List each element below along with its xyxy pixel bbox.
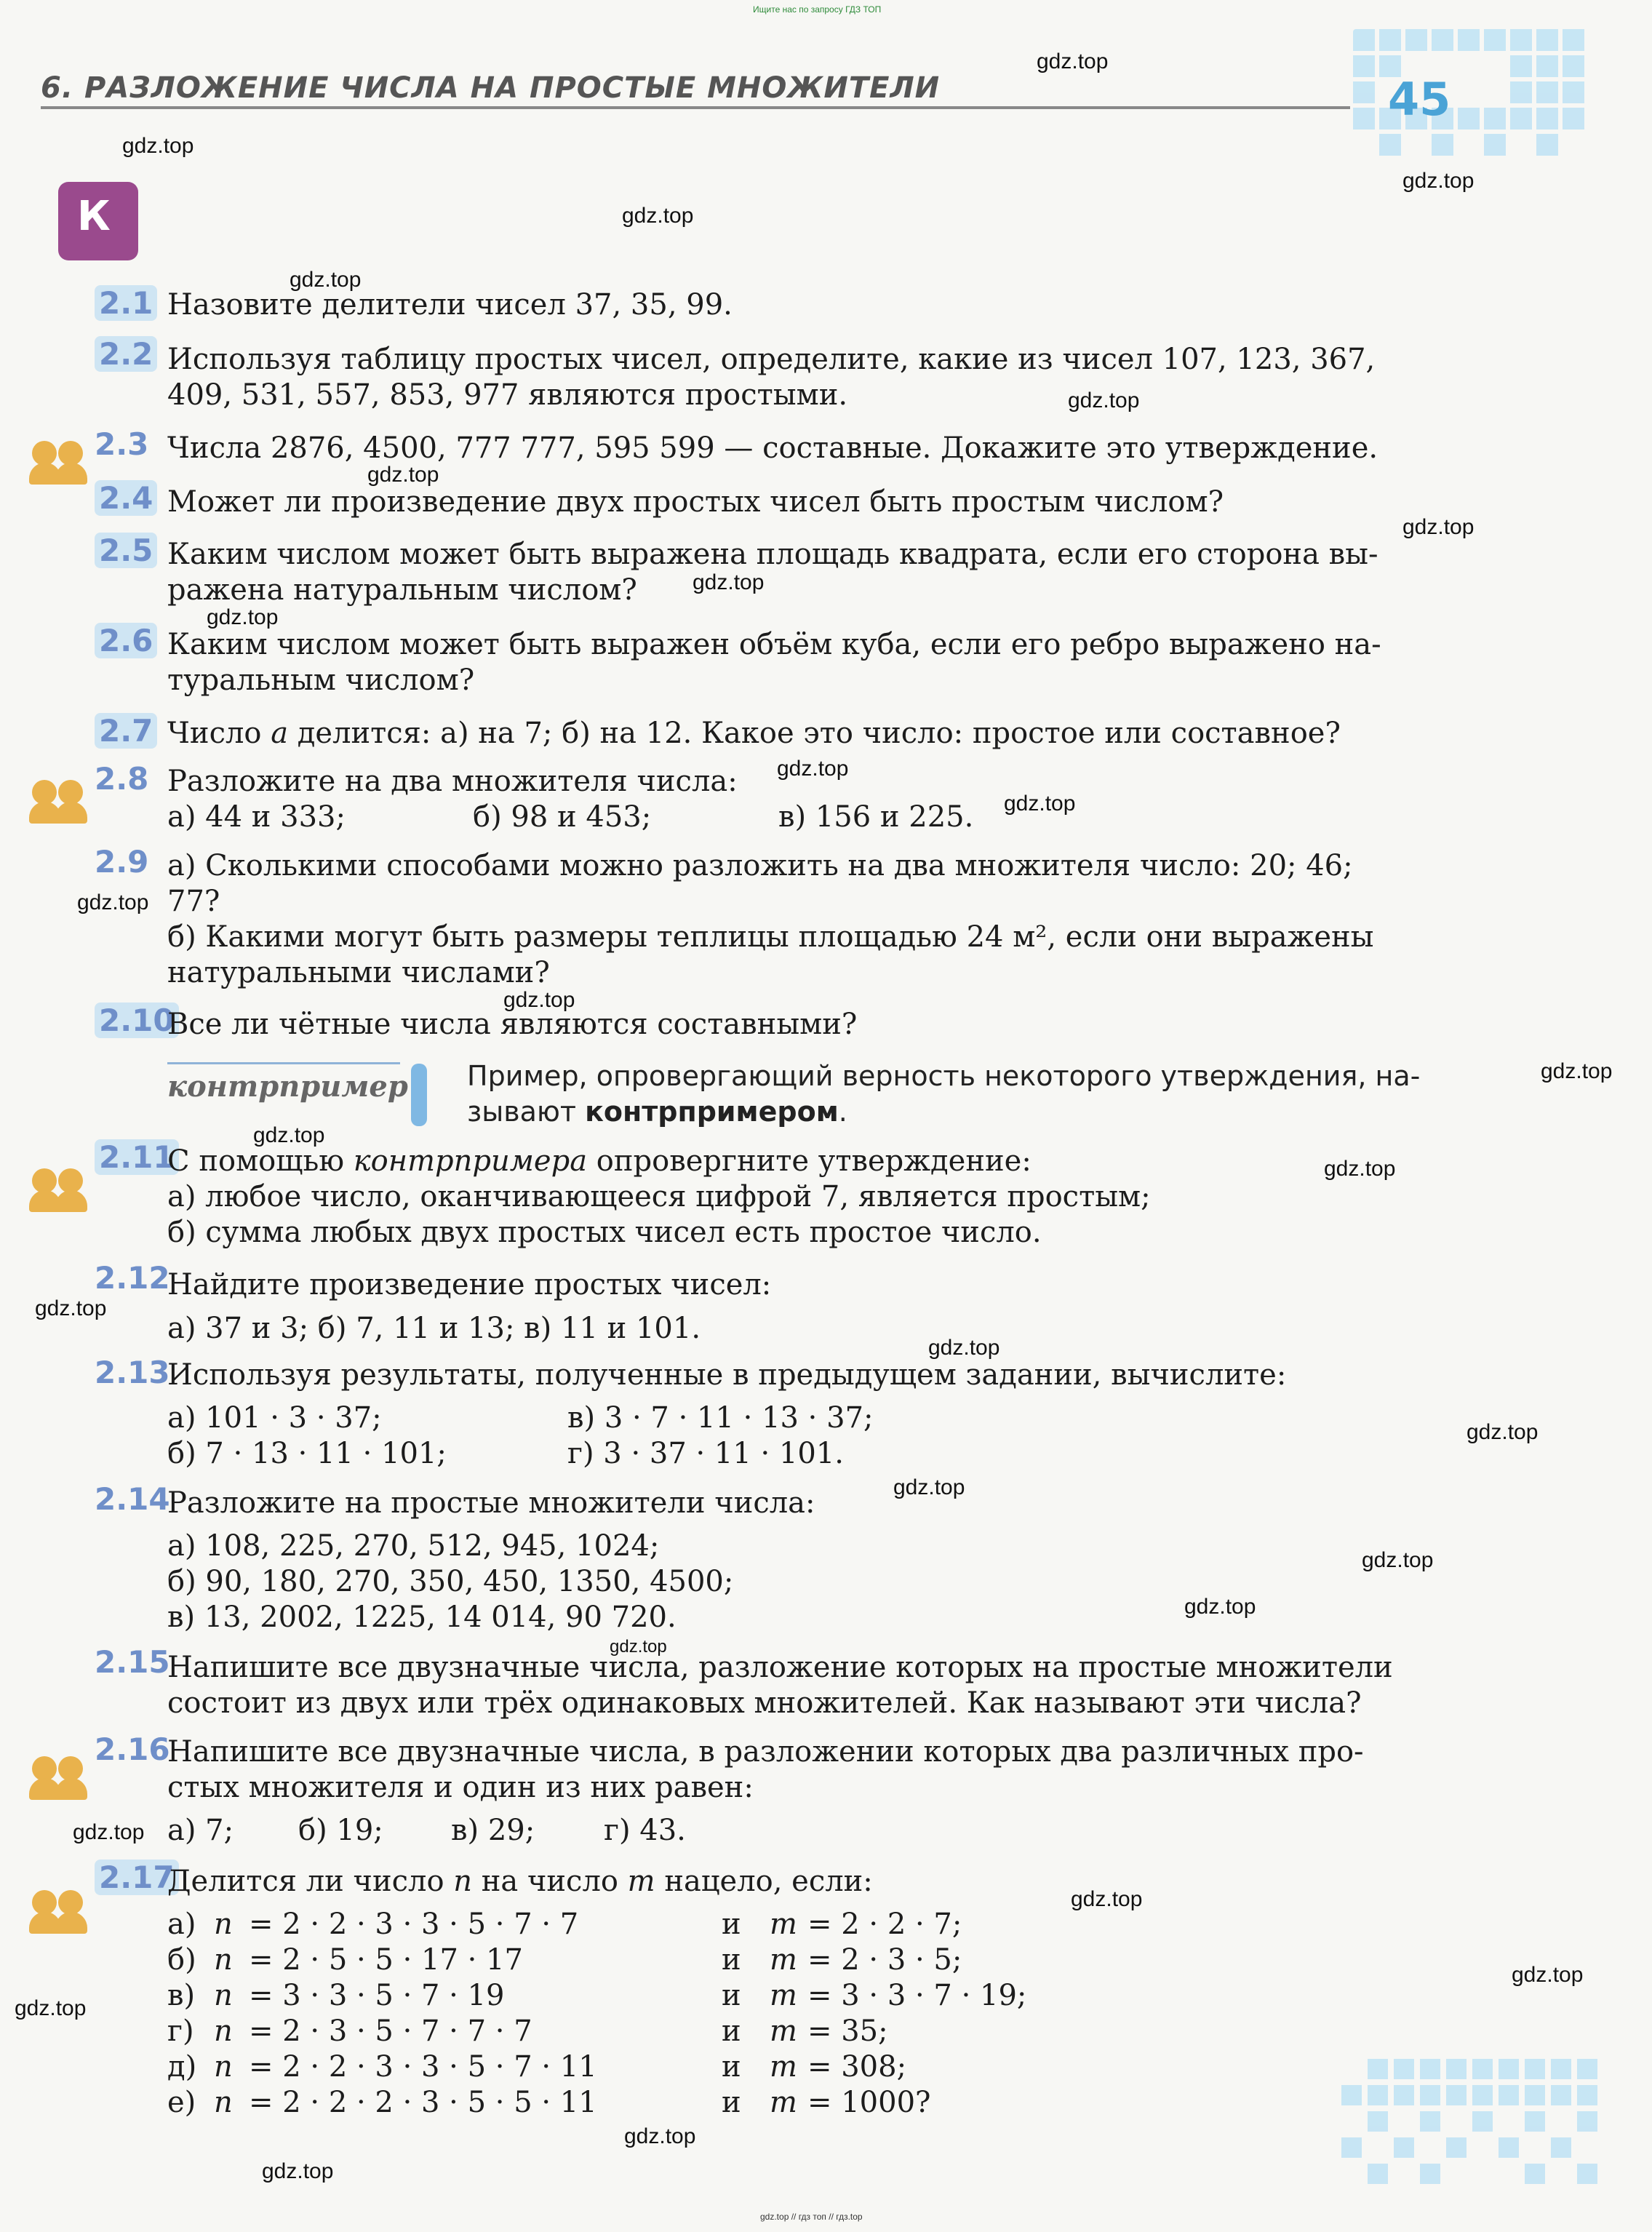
pair-work-icon [29, 1168, 87, 1209]
watermark: gdz.top [1037, 49, 1109, 73]
definition-text: Пример, опровергающий верность некоторого утверждения, на- зывают контрпримером. [467, 1060, 1421, 1128]
definition-rule [167, 1062, 400, 1064]
problem-2-8: Разложите на два множителя числа: а) 44 и 333; б) 98 и 453; в) 156 и 225. [167, 765, 974, 834]
watermark: gdz.top [1324, 1157, 1396, 1181]
watermark: gdz.top [693, 570, 765, 594]
watermark: gdz.top [1184, 1595, 1256, 1619]
watermark: gdz.top [1541, 1059, 1613, 1083]
watermark: gdz.top [207, 605, 279, 629]
problem-2-13: Используя результаты, полученные в предыдущем задании, вычислите: а) 101 · 3 · 37; в) 3 · 7 · 11 · 13 · 37; б) 7 · 13 · 11 · 101; г) 3 · 37 · 11 · 101. [167, 1358, 1287, 1470]
table-row: б) n = 2 · 5 · 5 · 17 · 17 и m = 2 · 3 · 5; [167, 1943, 962, 1977]
problem-number: 2.1 [95, 285, 157, 321]
problem-number: 2.7 [95, 713, 157, 749]
watermark: gdz.top [1068, 388, 1140, 412]
watermark: gdz.top [122, 134, 194, 158]
chapter-underline [41, 106, 1350, 109]
problem-2-6: Каким числом может быть выражен объём куба, если его ребро выражено на- туральным числом? [167, 628, 1381, 697]
problem-number: 2.4 [95, 480, 157, 516]
problem-2-16: Напишите все двузначные числа, в разложении которых два различных про- стых множителя и один из них равен: а) 7; б) 19; в) 29; г) 43. [167, 1735, 1364, 1847]
problem-2-9: а) Сколькими способами можно разложить на два множителя число: 20; 46; 77? б) Какими могут быть размеры теплицы площадью 24 м², если они выражены натуральными числами? [167, 849, 1374, 989]
problem-number: 2.16 [95, 1731, 170, 1767]
watermark: gdz.top [1004, 792, 1076, 816]
problem-number: 2.5 [95, 533, 157, 568]
problem-number: 2.3 [95, 426, 149, 462]
watermark: gdz.top [35, 1296, 107, 1320]
top-note: Ищите нас по запросу ГДЗ ТОП [753, 4, 882, 15]
problem-number: 2.17 [95, 1860, 179, 1895]
problem-2-5: Каким числом может быть выражена площадь квадрата, если его сторона вы- ражена натуральным числом? [167, 538, 1378, 607]
problem-number: 2.10 [95, 1003, 179, 1038]
watermark: gdz.top [367, 463, 439, 487]
definition-term: контрпример [167, 1069, 408, 1104]
definition-bar [411, 1064, 427, 1126]
pair-work-icon [29, 1756, 87, 1797]
table-row: а) n = 2 · 2 · 3 · 3 · 5 · 7 · 7 и m = 2 · 2 · 7; [167, 1908, 962, 1941]
watermark: gdz.top [1362, 1548, 1434, 1572]
table-row: д) n = 2 · 2 · 3 · 3 · 5 · 7 · 11 и m = 308; [167, 2050, 907, 2084]
watermark: gdz.top [1467, 1420, 1539, 1444]
problem-2-14: Разложите на простые множители числа: а) 108, 225, 270, 512, 945, 1024; б) 90, 180, 270, 350, 450, 1350, 4500; в) 13, 2002, 1225, 14 014, 90 720. [167, 1486, 815, 1634]
chapter-title: 6. РАЗЛОЖЕНИЕ ЧИСЛА НА ПРОСТЫЕ МНОЖИТЕЛИ [41, 71, 941, 105]
problem-2-1: Назовите делители чисел 37, 35, 99. [167, 288, 733, 322]
watermark: gdz.top [622, 204, 694, 228]
watermark: gdz.top [503, 988, 575, 1012]
problem-2-11: С помощью контрпримера опровергните утверждение: а) любое число, оканчивающееся цифрой 7, является простым; б) сумма любых двух простых чисел есть простое число. [167, 1144, 1151, 1249]
watermark: gdz.top [1071, 1887, 1143, 1911]
watermark: gdz.top [262, 2159, 334, 2183]
watermark: gdz.top [928, 1336, 1000, 1360]
problem-2-15: Напишите все двузначные числа, разложение которых на простые множители состоит из двух или трёх одинаковых множителей. Как называют эти числа? [167, 1651, 1393, 1720]
problem-2-17: Делится ли число n на число m нацело, если: а) n = 2 · 2 · 3 · 3 · 5 · 7 · 7 и m = 2 · 2 · 7; б) n = 2 · 5 · 5 · 17 · 17 и m = 2 · 3 · 5; в) n = 3 · 3 · 5 · 7 · 19 и m = 3 · 3 · 7 · 19; г) n = 2 · 3 · 5 · 7 · 7 · 7 и m = 35; д) n = 2 · 2 · 3 · 3 · 5 · 7 · 11 и m = 308; е) n = 2 · 2 · 2 · 3 · 5 · 5 · 11 и m = 1000? [167, 1865, 1027, 2119]
problem-2-4: Может ли произведение двух простых чисел быть простым числом? [167, 485, 1224, 519]
watermark: gdz.top [73, 1820, 145, 1844]
problem-2-12: Найдите произведение простых чисел: а) 37 и 3; б) 7, 11 и 13; в) 11 и 101. [167, 1268, 772, 1345]
watermark: gdz.top [1402, 169, 1475, 193]
table-row: е) n = 2 · 2 · 2 · 3 · 5 · 5 · 11 и m = 1000? [167, 2086, 931, 2119]
table-row: в) n = 3 · 3 · 5 · 7 · 19 и m = 3 · 3 · 7 · 19; [167, 1979, 1027, 2012]
problem-2-10: Все ли чётные числа являются составными? [167, 1008, 858, 1041]
problem-number: 2.14 [95, 1481, 170, 1517]
pair-work-icon [29, 780, 87, 821]
problem-number: 2.12 [95, 1260, 170, 1296]
watermark: gdz.top [1402, 515, 1475, 539]
problem-number: 2.11 [95, 1139, 179, 1175]
problem-number: 2.13 [95, 1355, 170, 1390]
page-number: 45 [1388, 73, 1451, 126]
section-badge: К [58, 182, 138, 260]
watermark: gdz.top [624, 2124, 696, 2148]
problem-2-3: Числа 2876, 4500, 777 777, 595 599 — составные. Докажите это утверждение. [167, 431, 1378, 465]
watermark: gdz.top [15, 1996, 87, 2020]
problem-number: 2.2 [95, 336, 157, 372]
watermark: gdz.top [893, 1475, 965, 1499]
watermark: gdz.top [77, 890, 149, 914]
problem-2-2: Используя таблицу простых чисел, определите, какие из чисел 107, 123, 367, 409, 531, 557, 853, 977 являются простыми. [167, 343, 1376, 412]
problem-number: 2.9 [95, 844, 149, 880]
watermark: gdz.top [610, 1637, 667, 1657]
pair-work-icon [29, 441, 87, 482]
pair-work-icon [29, 1890, 87, 1931]
problem-number: 2.6 [95, 623, 157, 658]
watermark: gdz.top [1512, 1963, 1584, 1987]
bottom-note: gdz.top // гдз топ // гдз.top [760, 2212, 863, 2222]
problem-number: 2.15 [95, 1644, 170, 1680]
divisibility-table [167, 1907, 1026, 2121]
watermark: gdz.top [253, 1123, 325, 1147]
table-row: г) n = 2 · 3 · 5 · 7 · 7 · 7 и m = 35; [167, 2014, 888, 2048]
watermark: gdz.top [777, 757, 849, 781]
watermark: gdz.top [290, 268, 362, 292]
problem-number: 2.8 [95, 761, 149, 797]
problem-2-7: Число a делится: а) на 7; б) на 12. Какое это число: простое или составное? [167, 717, 1341, 750]
